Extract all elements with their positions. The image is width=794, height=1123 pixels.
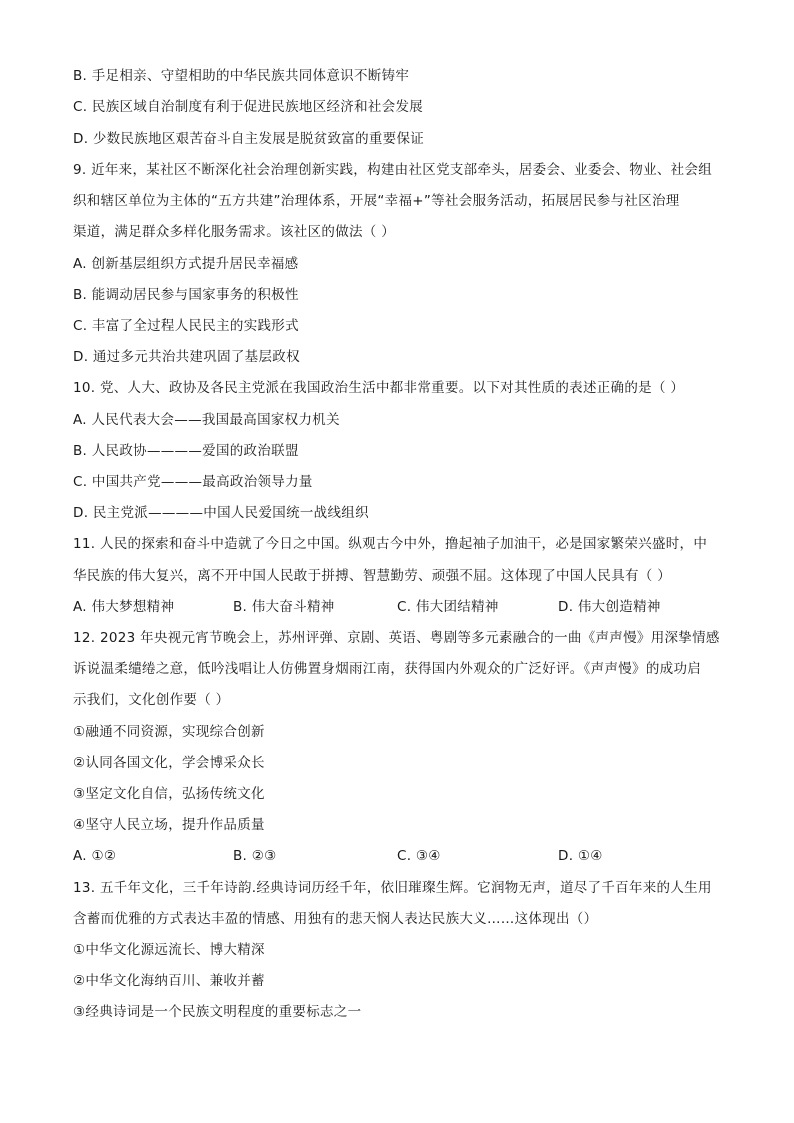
q13-item-1: ①中华文化源远流长、博大精深 — [73, 942, 265, 958]
q10-stem: 10. 党、人大、政协及各民主党派在我国政治生活中都非常重要。以下对其性质的表述正确的是（ ） — [73, 380, 685, 396]
q13-item-2: ②中华文化海纳百川、兼收并蓄 — [73, 973, 265, 989]
q9-option-a: A. 创新基层组织方式提升居民幸福感 — [73, 256, 299, 272]
q13-stem-line-2: 含蓄而优雅的方式表达丰盈的情感、用独有的悲天悯人表达民族大义……这体现出（） — [73, 911, 598, 927]
q9-stem-line-1: 9. 近年来，某社区不断深化社会治理创新实践，构建由社区党支部牵头，居委会、业委会、物业、社会组 — [73, 162, 713, 178]
q10-option-c: C. 中国共产党———最高政治领导力量 — [73, 474, 313, 490]
q11-stem-line-2: 华民族的伟大复兴，离不开中国人民敢于拼搏、智慧勤劳、顽强不屈。这体现了中国人民具有（ ） — [73, 568, 671, 584]
q11-option-d: D. 伟大创造精神 — [558, 599, 661, 615]
q12-item-3: ③坚定文化自信，弘扬传统文化 — [73, 786, 265, 802]
q12-stem-line-1: 12. 2023 年央视元宵节晚会上，苏州评弹、京剧、英语、粤剧等多元素融合的一曲《声声慢》用深挚情感 — [73, 630, 720, 646]
q12-option-b: B. ②③ — [233, 848, 277, 864]
q9-option-c: C. 丰富了全过程人民民主的实践形式 — [73, 318, 299, 334]
q12-stem-line-3: 示我们，文化创作要（ ） — [73, 692, 230, 708]
q12-stem-line-2: 诉说温柔缱绻之意，低吟浅唱让人仿佛置身烟雨江南，获得国内外观众的广泛好评。《声声慢》的成功启 — [73, 661, 702, 677]
q12-item-1: ①融通不同资源，实现综合创新 — [73, 724, 265, 740]
q12-option-d: D. ①④ — [558, 848, 603, 864]
q9-option-b: B. 能调动居民参与国家事务的积极性 — [73, 287, 299, 303]
q12-option-c: C. ③④ — [397, 848, 441, 864]
q12-item-4: ④坚守人民立场，提升作品质量 — [73, 817, 265, 833]
q9-option-d: D. 通过多元共治共建巩固了基层政权 — [73, 349, 300, 365]
q10-option-a: A. 人民代表大会——我国最高国家权力机关 — [73, 412, 340, 428]
q11-option-c: C. 伟大团结精神 — [397, 599, 499, 615]
q13-item-3: ③经典诗词是一个民族文明程度的重要标志之一 — [73, 1004, 362, 1020]
q8-option-b: B. 手足相亲、守望相助的中华民族共同体意识不断铸牢 — [73, 68, 410, 84]
q12-item-2: ②认同各国文化，学会博采众长 — [73, 755, 265, 771]
q9-stem-line-3: 渠道，满足群众多样化服务需求。该社区的做法（ ） — [73, 224, 395, 240]
q10-option-d: D. 民主党派————中国人民爱国统一战线组织 — [73, 505, 369, 521]
q11-option-b: B. 伟大奋斗精神 — [233, 599, 335, 615]
q12-option-a: A. ①② — [73, 848, 117, 864]
q9-stem-line-2: 织和辖区单位为主体的“五方共建”治理体系，开展“幸福+”等社会服务活动，拓展居民参与社区治理 — [73, 193, 680, 209]
q11-stem-line-1: 11. 人民的探索和奋斗中造就了今日之中国。纵观古今中外，撸起袖子加油干，必是国家繁荣兴盛时，中 — [73, 536, 708, 552]
q11-option-a: A. 伟大梦想精神 — [73, 599, 175, 615]
q13-stem-line-1: 13. 五千年文化，三千年诗韵.经典诗词历经千年，依旧璀璨生辉。它润物无声，道尽了千百年来的人生用 — [73, 880, 712, 896]
q10-option-b: B. 人民政协————爱国的政治联盟 — [73, 443, 299, 459]
q8-option-c: C. 民族区域自治制度有利于促进民族地区经济和社会发展 — [73, 99, 424, 115]
q8-option-d: D. 少数民族地区艰苦奋斗自主发展是脱贫致富的重要保证 — [73, 131, 425, 147]
